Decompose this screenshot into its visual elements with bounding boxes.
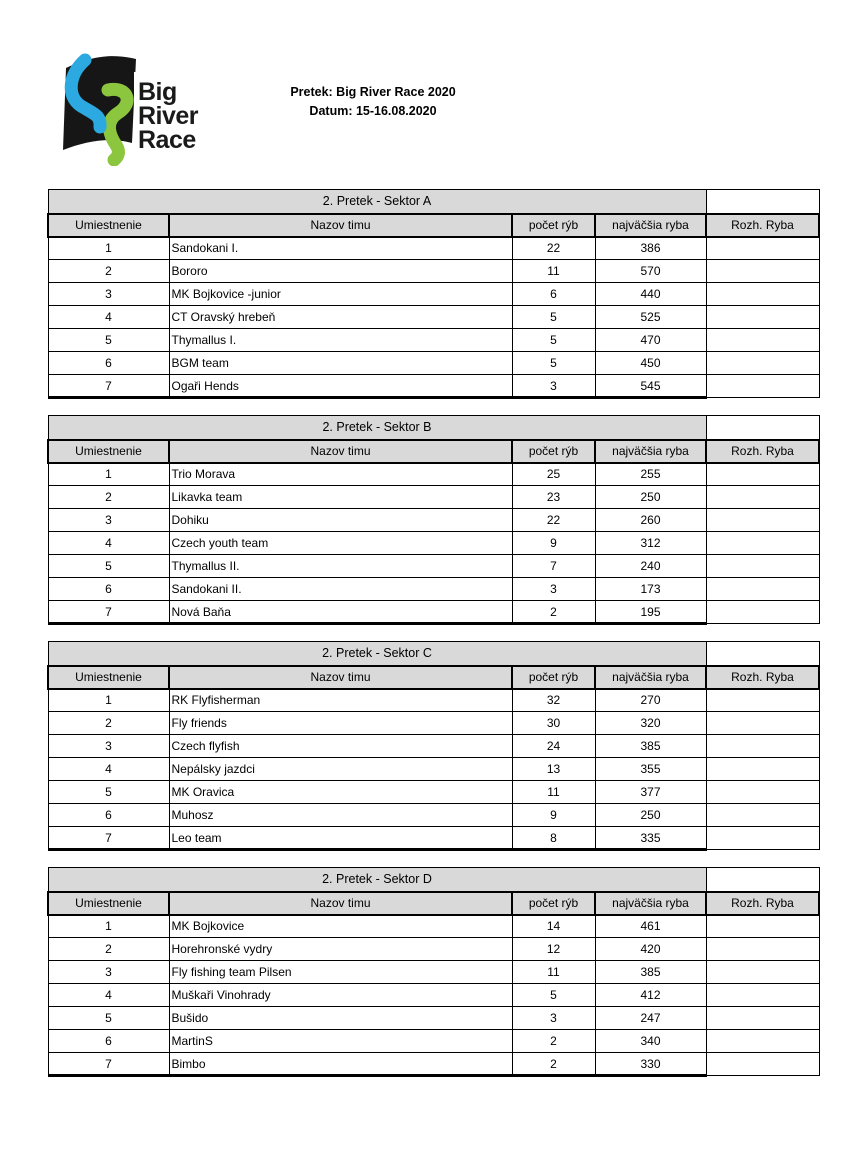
table-row xyxy=(48,804,819,827)
fish-count-cell: 25 xyxy=(512,463,595,486)
biggest-fish-cell: 525 xyxy=(595,306,706,329)
sector-title: 2. Pretek - Sektor D xyxy=(48,868,706,892)
team-name-cell: Fly friends xyxy=(169,712,512,735)
team-name-cell: Sandokani I. xyxy=(169,237,512,260)
biggest-fish-cell: 386 xyxy=(595,237,706,260)
fish-count-cell: 13 xyxy=(512,758,595,781)
fish-count-cell: 11 xyxy=(512,260,595,283)
column-header-row xyxy=(48,214,819,237)
logo-word-race: Race xyxy=(138,126,196,154)
biggest-fish-cell: 173 xyxy=(595,578,706,601)
event-date: Datum: 15-16.08.2020 xyxy=(309,104,437,118)
table-row xyxy=(48,463,819,486)
table-row xyxy=(48,915,819,938)
fish-count-cell: 7 xyxy=(512,555,595,578)
place-cell: 6 xyxy=(48,1030,169,1053)
table-row xyxy=(48,689,819,712)
team-name-cell: Bimbo xyxy=(169,1053,512,1076)
team-name-cell: CT Oravský hrebeň xyxy=(169,306,512,329)
biggest-fish-cell: 420 xyxy=(595,938,706,961)
team-name-cell: Czech flyfish xyxy=(169,735,512,758)
fish-count-cell: 3 xyxy=(512,375,595,398)
team-name-cell: Sandokani II. xyxy=(169,578,512,601)
event-title: Pretek: Big River Race 2020 xyxy=(290,85,456,99)
biggest-fish-cell: 385 xyxy=(595,961,706,984)
sector-results-table xyxy=(47,415,820,625)
rozh-ryba-cell xyxy=(706,601,819,624)
biggest-fish-cell: 340 xyxy=(595,1030,706,1053)
fish-count-cell: 3 xyxy=(512,1007,595,1030)
fish-count-cell: 22 xyxy=(512,509,595,532)
table-row xyxy=(48,260,819,283)
biggest-fish-cell: 260 xyxy=(595,509,706,532)
logo-word-river: River xyxy=(138,102,199,130)
fish-count-cell: 5 xyxy=(512,329,595,352)
fish-count-cell: 32 xyxy=(512,689,595,712)
rozh-ryba-cell xyxy=(706,509,819,532)
big-river-race-logo xyxy=(58,46,226,166)
fish-count-cell: 2 xyxy=(512,601,595,624)
biggest-fish-cell: 450 xyxy=(595,352,706,375)
table-row xyxy=(48,329,819,352)
team-name-cell: Leo team xyxy=(169,827,512,850)
rozh-ryba-cell xyxy=(706,260,819,283)
rozh-ryba-cell xyxy=(706,1053,819,1076)
table-row xyxy=(48,486,819,509)
column-header: počet rýb xyxy=(512,666,595,689)
biggest-fish-cell: 250 xyxy=(595,486,706,509)
biggest-fish-cell: 247 xyxy=(595,1007,706,1030)
logo-graphic xyxy=(58,46,226,166)
place-cell: 2 xyxy=(48,486,169,509)
place-cell: 4 xyxy=(48,532,169,555)
rozh-ryba-cell xyxy=(706,578,819,601)
table-row xyxy=(48,961,819,984)
team-name-cell: Ogaři Hends xyxy=(169,375,512,398)
place-cell: 1 xyxy=(48,915,169,938)
biggest-fish-cell: 355 xyxy=(595,758,706,781)
fish-count-cell: 9 xyxy=(512,532,595,555)
sector-results-table xyxy=(47,641,820,851)
rozh-ryba-cell xyxy=(706,352,819,375)
rozh-ryba-cell xyxy=(706,555,819,578)
place-cell: 3 xyxy=(48,735,169,758)
title-row-spacer xyxy=(706,416,819,440)
rozh-ryba-cell xyxy=(706,237,819,260)
column-header: Umiestnenie xyxy=(48,440,169,463)
team-name-cell: BGM team xyxy=(169,352,512,375)
rozh-ryba-cell xyxy=(706,984,819,1007)
column-header: Rozh. Ryba xyxy=(706,892,819,915)
team-name-cell: MK Bojkovice xyxy=(169,915,512,938)
team-name-cell: Trio Morava xyxy=(169,463,512,486)
biggest-fish-cell: 270 xyxy=(595,689,706,712)
table-row xyxy=(48,555,819,578)
biggest-fish-cell: 320 xyxy=(595,712,706,735)
biggest-fish-cell: 440 xyxy=(595,283,706,306)
fish-count-cell: 11 xyxy=(512,961,595,984)
sector-tables xyxy=(47,189,820,1093)
place-cell: 6 xyxy=(48,804,169,827)
team-name-cell: Nová Baňa xyxy=(169,601,512,624)
rozh-ryba-cell xyxy=(706,938,819,961)
fish-count-cell: 30 xyxy=(512,712,595,735)
fish-count-cell: 9 xyxy=(512,804,595,827)
table-row xyxy=(48,532,819,555)
sector-results-table xyxy=(47,867,820,1077)
rozh-ryba-cell xyxy=(706,915,819,938)
team-name-cell: MartinS xyxy=(169,1030,512,1053)
fish-count-cell: 24 xyxy=(512,735,595,758)
rozh-ryba-cell xyxy=(706,283,819,306)
team-name-cell: Muškaři Vinohrady xyxy=(169,984,512,1007)
table-row xyxy=(48,1007,819,1030)
place-cell: 1 xyxy=(48,237,169,260)
rozh-ryba-cell xyxy=(706,712,819,735)
fish-count-cell: 2 xyxy=(512,1030,595,1053)
biggest-fish-cell: 335 xyxy=(595,827,706,850)
rozh-ryba-cell xyxy=(706,961,819,984)
column-header: Nazov timu xyxy=(169,440,512,463)
column-header: počet rýb xyxy=(512,214,595,237)
table-row xyxy=(48,352,819,375)
fish-count-cell: 8 xyxy=(512,827,595,850)
table-row xyxy=(48,827,819,850)
place-cell: 7 xyxy=(48,1053,169,1076)
rozh-ryba-cell xyxy=(706,329,819,352)
rozh-ryba-cell xyxy=(706,735,819,758)
team-name-cell: Thymallus I. xyxy=(169,329,512,352)
fish-count-cell: 5 xyxy=(512,306,595,329)
rozh-ryba-cell xyxy=(706,804,819,827)
place-cell: 4 xyxy=(48,984,169,1007)
table-row xyxy=(48,735,819,758)
biggest-fish-cell: 312 xyxy=(595,532,706,555)
fish-count-cell: 14 xyxy=(512,915,595,938)
place-cell: 1 xyxy=(48,463,169,486)
fish-count-cell: 23 xyxy=(512,486,595,509)
fish-count-cell: 12 xyxy=(512,938,595,961)
title-row-spacer xyxy=(706,868,819,892)
column-header: najväčšia ryba xyxy=(595,666,706,689)
team-name-cell: Dohiku xyxy=(169,509,512,532)
biggest-fish-cell: 461 xyxy=(595,915,706,938)
column-header: Umiestnenie xyxy=(48,666,169,689)
rozh-ryba-cell xyxy=(706,1030,819,1053)
column-header-row xyxy=(48,440,819,463)
table-row xyxy=(48,758,819,781)
rozh-ryba-cell xyxy=(706,827,819,850)
table-row xyxy=(48,578,819,601)
place-cell: 5 xyxy=(48,329,169,352)
column-header: najväčšia ryba xyxy=(595,440,706,463)
biggest-fish-cell: 255 xyxy=(595,463,706,486)
team-name-cell: Bušido xyxy=(169,1007,512,1030)
sector-title: 2. Pretek - Sektor A xyxy=(48,190,706,214)
biggest-fish-cell: 377 xyxy=(595,781,706,804)
rozh-ryba-cell xyxy=(706,306,819,329)
team-name-cell: Czech youth team xyxy=(169,532,512,555)
biggest-fish-cell: 385 xyxy=(595,735,706,758)
place-cell: 4 xyxy=(48,758,169,781)
team-name-cell: RK Flyfisherman xyxy=(169,689,512,712)
biggest-fish-cell: 240 xyxy=(595,555,706,578)
place-cell: 1 xyxy=(48,689,169,712)
column-header: Rozh. Ryba xyxy=(706,666,819,689)
biggest-fish-cell: 570 xyxy=(595,260,706,283)
table-row xyxy=(48,601,819,624)
fish-count-cell: 6 xyxy=(512,283,595,306)
team-name-cell: Muhosz xyxy=(169,804,512,827)
document-header xyxy=(233,83,513,121)
team-name-cell: MK Bojkovice -junior xyxy=(169,283,512,306)
biggest-fish-cell: 330 xyxy=(595,1053,706,1076)
team-name-cell: Horehronské vydry xyxy=(169,938,512,961)
table-row xyxy=(48,306,819,329)
biggest-fish-cell: 195 xyxy=(595,601,706,624)
place-cell: 7 xyxy=(48,827,169,850)
sector-results-table xyxy=(47,189,820,399)
title-row-spacer xyxy=(706,190,819,214)
place-cell: 6 xyxy=(48,578,169,601)
column-header: Nazov timu xyxy=(169,214,512,237)
table-row xyxy=(48,509,819,532)
table-row xyxy=(48,781,819,804)
column-header-row xyxy=(48,666,819,689)
column-header: počet rýb xyxy=(512,892,595,915)
place-cell: 3 xyxy=(48,961,169,984)
rozh-ryba-cell xyxy=(706,375,819,398)
place-cell: 2 xyxy=(48,260,169,283)
column-header: počet rýb xyxy=(512,440,595,463)
team-name-cell: MK Oravica xyxy=(169,781,512,804)
place-cell: 2 xyxy=(48,938,169,961)
rozh-ryba-cell xyxy=(706,532,819,555)
biggest-fish-cell: 250 xyxy=(595,804,706,827)
title-row-spacer xyxy=(706,642,819,666)
place-cell: 3 xyxy=(48,509,169,532)
team-name-cell: Bororo xyxy=(169,260,512,283)
table-row xyxy=(48,938,819,961)
place-cell: 5 xyxy=(48,555,169,578)
rozh-ryba-cell xyxy=(706,758,819,781)
team-name-cell: Nepálsky jazdci xyxy=(169,758,512,781)
place-cell: 2 xyxy=(48,712,169,735)
fish-count-cell: 5 xyxy=(512,984,595,1007)
place-cell: 7 xyxy=(48,375,169,398)
rozh-ryba-cell xyxy=(706,689,819,712)
column-header: Rozh. Ryba xyxy=(706,214,819,237)
logo-word-big: Big xyxy=(138,78,177,106)
biggest-fish-cell: 470 xyxy=(595,329,706,352)
table-row xyxy=(48,237,819,260)
column-header-row xyxy=(48,892,819,915)
biggest-fish-cell: 412 xyxy=(595,984,706,1007)
sector-title: 2. Pretek - Sektor C xyxy=(48,642,706,666)
table-row xyxy=(48,375,819,398)
column-header: najväčšia ryba xyxy=(595,892,706,915)
fish-count-cell: 11 xyxy=(512,781,595,804)
place-cell: 6 xyxy=(48,352,169,375)
biggest-fish-cell: 545 xyxy=(595,375,706,398)
table-row xyxy=(48,1053,819,1076)
column-header: najväčšia ryba xyxy=(595,214,706,237)
table-row xyxy=(48,712,819,735)
column-header: Nazov timu xyxy=(169,666,512,689)
fish-count-cell: 5 xyxy=(512,352,595,375)
place-cell: 4 xyxy=(48,306,169,329)
column-header: Nazov timu xyxy=(169,892,512,915)
team-name-cell: Thymallus II. xyxy=(169,555,512,578)
team-name-cell: Likavka team xyxy=(169,486,512,509)
column-header: Umiestnenie xyxy=(48,892,169,915)
place-cell: 5 xyxy=(48,1007,169,1030)
sector-title: 2. Pretek - Sektor B xyxy=(48,416,706,440)
fish-count-cell: 2 xyxy=(512,1053,595,1076)
rozh-ryba-cell xyxy=(706,781,819,804)
place-cell: 7 xyxy=(48,601,169,624)
rozh-ryba-cell xyxy=(706,463,819,486)
rozh-ryba-cell xyxy=(706,486,819,509)
table-row xyxy=(48,1030,819,1053)
team-name-cell: Fly fishing team Pilsen xyxy=(169,961,512,984)
column-header: Umiestnenie xyxy=(48,214,169,237)
column-header: Rozh. Ryba xyxy=(706,440,819,463)
place-cell: 3 xyxy=(48,283,169,306)
table-row xyxy=(48,283,819,306)
table-row xyxy=(48,984,819,1007)
fish-count-cell: 22 xyxy=(512,237,595,260)
place-cell: 5 xyxy=(48,781,169,804)
fish-count-cell: 3 xyxy=(512,578,595,601)
rozh-ryba-cell xyxy=(706,1007,819,1030)
